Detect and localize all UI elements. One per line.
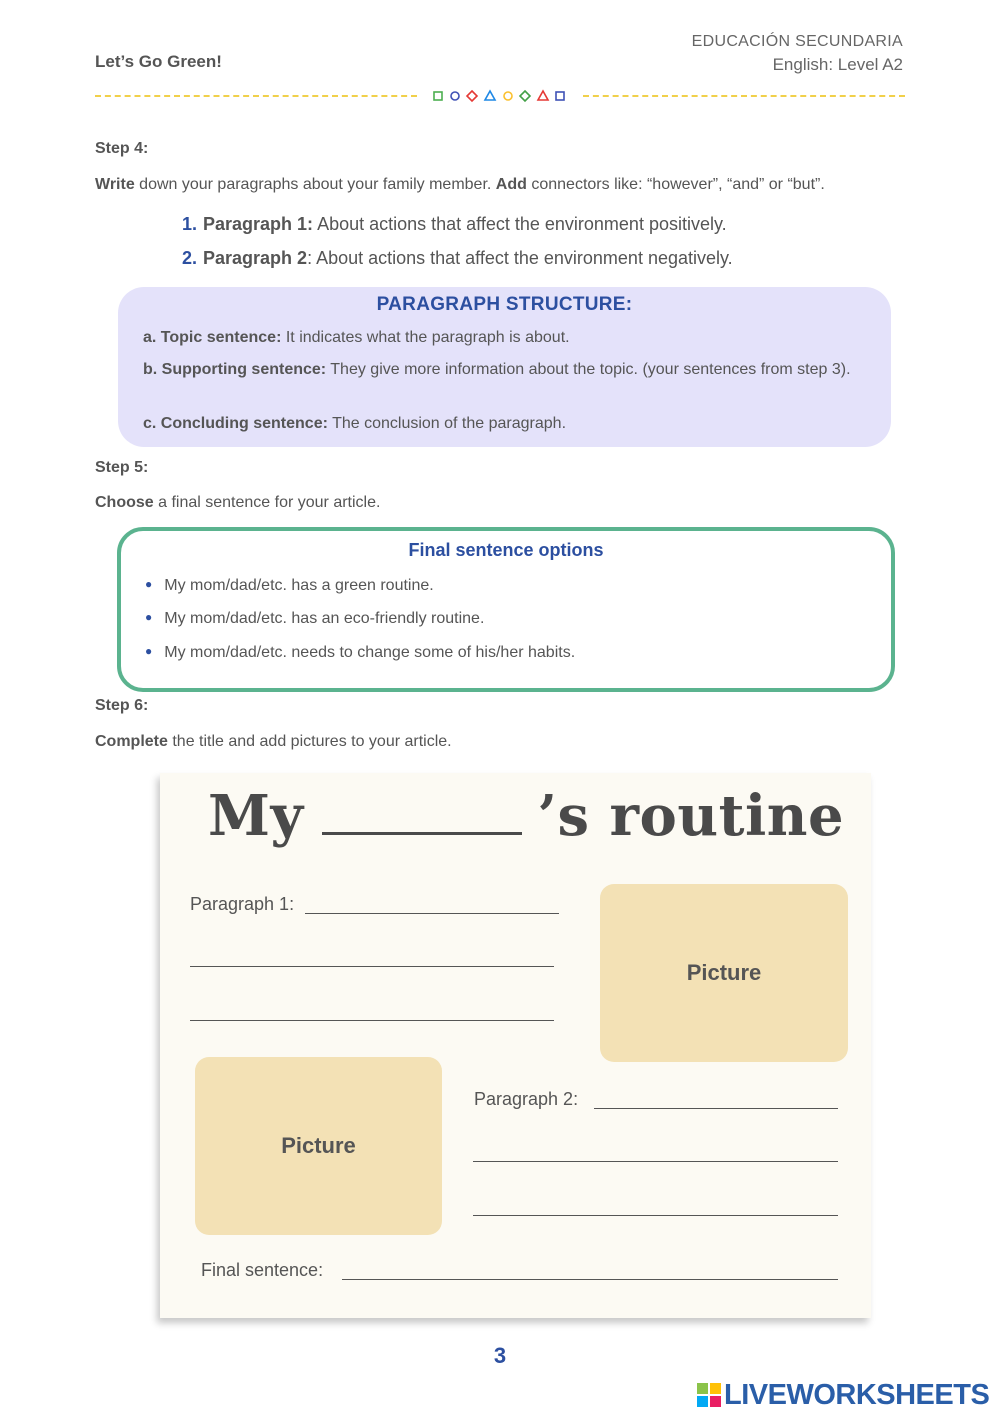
decorative-shapes-icon: [432, 89, 572, 103]
liveworksheets-logo[interactable]: [697, 1380, 989, 1410]
header-divider-left: [95, 95, 417, 97]
bullet-icon: ●: [145, 577, 153, 591]
step4-item-2: 2. Paragraph 2: About actions that affect the environment negatively.: [182, 248, 733, 268]
article-template-card: [160, 773, 871, 1318]
bullet-icon: ●: [145, 644, 153, 658]
step4-heading: Step 4:: [95, 140, 149, 157]
final-sentence-line[interactable]: [342, 1279, 838, 1280]
step4-instructions: Write down your paragraphs about your family member. Add connectors like: “however”, “and” or “but”.: [95, 176, 825, 193]
final-sentence-options-title: Final sentence options: [408, 540, 604, 560]
option-item: ● My mom/dad/etc. needs to change some of his/her habits.: [145, 644, 576, 661]
paragraph2-label: Paragraph 2:: [474, 1089, 579, 1109]
step6-heading: Step 6:: [95, 697, 149, 714]
structure-item-supporting: b. Supporting sentence: They give more information about the topic. (your sentences from step 3).: [143, 361, 851, 378]
structure-item-topic: a. Topic sentence: It indicates what the paragraph is about.: [143, 329, 570, 346]
step6-instructions: Complete the title and add pictures to your article.: [95, 733, 452, 750]
liveworksheets-text: LIVEWORKSHEETS: [724, 1378, 990, 1411]
step5-heading: Step 5:: [95, 459, 149, 476]
option-item: ● My mom/dad/etc. has an eco-friendly routine.: [145, 610, 485, 627]
paragraph1-line[interactable]: [190, 1020, 554, 1021]
paragraph1-label: Paragraph 1:: [190, 894, 295, 914]
paragraph2-line[interactable]: [473, 1161, 838, 1162]
header-title: Let’s Go Green!: [95, 52, 222, 71]
paragraph1-line[interactable]: [190, 966, 554, 967]
bullet-icon: ●: [145, 610, 153, 624]
paragraph-structure-box: [118, 287, 891, 447]
header-level-line2: English: Level A2: [772, 55, 903, 74]
step5-instructions: Choose a final sentence for your article.: [95, 494, 381, 511]
paragraph2-line[interactable]: [594, 1108, 838, 1109]
paragraph2-line[interactable]: [473, 1215, 838, 1216]
liveworksheets-icon: [697, 1383, 721, 1407]
paragraph1-line[interactable]: [305, 913, 559, 914]
page-number: 3: [493, 1343, 507, 1368]
header-divider-right: [583, 95, 905, 97]
final-sentence-label: Final sentence:: [201, 1260, 324, 1280]
final-sentence-options-box: [117, 527, 895, 692]
step4-item-1: 1. Paragraph 1: About actions that affect the environment positively.: [182, 214, 727, 234]
paragraph-structure-title: PARAGRAPH STRUCTURE:: [376, 294, 633, 315]
option-item: ● My mom/dad/etc. has a green routine.: [145, 577, 434, 594]
title-blank-field[interactable]: [322, 788, 522, 835]
picture-placeholder[interactable]: Picture: [195, 1057, 442, 1235]
article-title: My ’s routine: [208, 783, 845, 849]
header-level-line1: EDUCACIÓN SECUNDARIA: [691, 33, 903, 50]
structure-item-concluding: c. Concluding sentence: The conclusion of the paragraph.: [143, 415, 567, 432]
picture-placeholder[interactable]: Picture: [600, 884, 848, 1062]
